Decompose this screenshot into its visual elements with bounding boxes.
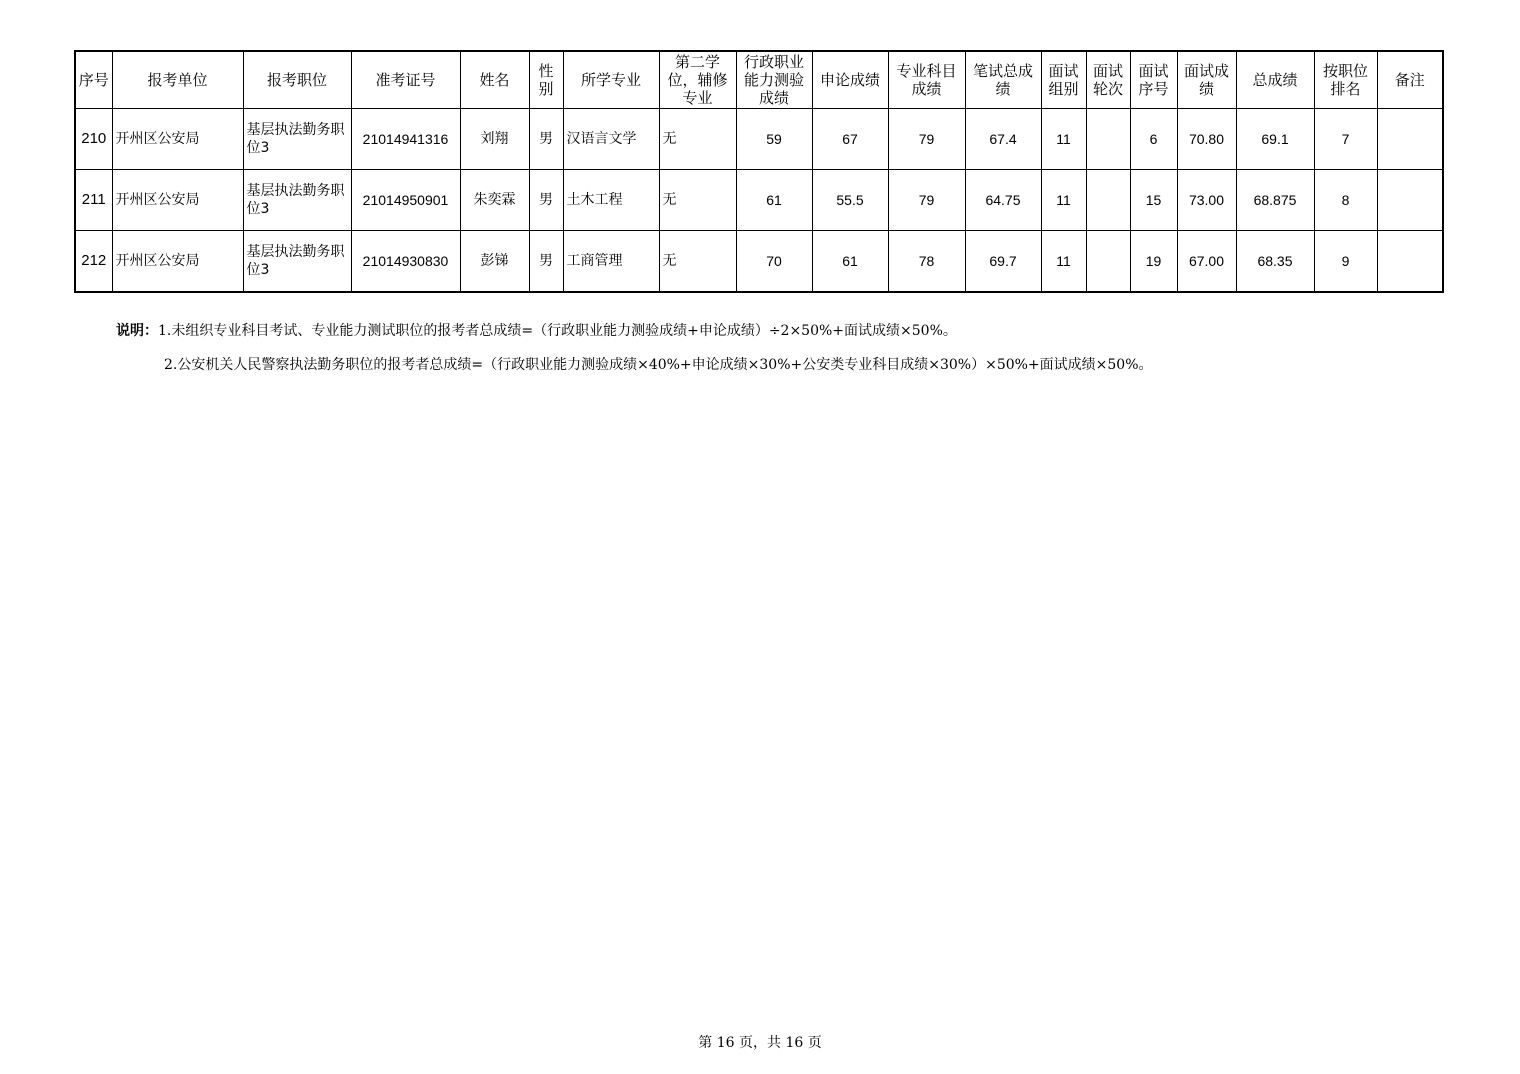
- cell-subject-score: 79: [888, 109, 965, 170]
- note-text-2: 2.公安机关人民警察执法勤务职位的报考者总成绩=（行政职业能力测验成绩×40%+申论成绩×30%+公安类专业科目成绩×30%）×50%+面试成绩×50%。: [164, 357, 1153, 373]
- cell-second-degree: 无: [659, 170, 736, 231]
- cell-interview-score: 67.00: [1177, 231, 1236, 293]
- cell-unit: 开州区公安局: [112, 109, 243, 170]
- cell-unit: 开州区公安局: [112, 231, 243, 293]
- cell-aptitude-score: 70: [736, 231, 812, 293]
- cell-written-total: 67.4: [965, 109, 1041, 170]
- cell-remarks: [1377, 109, 1443, 170]
- cell-seq: 211: [75, 170, 112, 231]
- cell-subject-score: 79: [888, 170, 965, 231]
- cell-written-total: 69.7: [965, 231, 1041, 293]
- header-ticket-number: 准考证号: [351, 51, 460, 109]
- cell-unit: 开州区公安局: [112, 170, 243, 231]
- cell-seq: 212: [75, 231, 112, 293]
- cell-major: 土木工程: [563, 170, 659, 231]
- cell-essay-score: 55.5: [812, 170, 888, 231]
- header-interview-score: 面试成绩: [1177, 51, 1236, 109]
- header-written-total: 笔试总成绩: [965, 51, 1041, 109]
- note-text-1: 1.未组织专业科目考试、专业能力测试职位的报考者总成绩=（行政职业能力测验成绩+申论成绩）÷2×50%+面试成绩×50%。: [158, 323, 957, 339]
- cell-ticket-number: 21014941316: [351, 109, 460, 170]
- header-gender: 性别: [529, 51, 563, 109]
- cell-total-score: 68.875: [1236, 170, 1314, 231]
- cell-interview-group: 11: [1041, 231, 1086, 293]
- cell-interview-round: [1086, 231, 1130, 293]
- cell-name: 朱奕霖: [460, 170, 529, 231]
- table-row: [75, 231, 1443, 293]
- cell-interview-order: 6: [1130, 109, 1177, 170]
- header-rank: 按职位排名: [1314, 51, 1377, 109]
- header-name: 姓名: [460, 51, 529, 109]
- cell-interview-order: 19: [1130, 231, 1177, 293]
- cell-major: 工商管理: [563, 231, 659, 293]
- cell-total-score: 69.1: [1236, 109, 1314, 170]
- cell-gender: 男: [529, 231, 563, 293]
- cell-essay-score: 61: [812, 231, 888, 293]
- cell-interview-order: 15: [1130, 170, 1177, 231]
- header-second-degree: 第二学位，辅修专业: [659, 51, 736, 109]
- cell-aptitude-score: 59: [736, 109, 812, 170]
- cell-name: 彭锑: [460, 231, 529, 293]
- cell-interview-round: [1086, 170, 1130, 231]
- cell-name: 刘翔: [460, 109, 529, 170]
- header-unit: 报考单位: [112, 51, 243, 109]
- cell-written-total: 64.75: [965, 170, 1041, 231]
- cell-seq: 210: [75, 109, 112, 170]
- cell-major: 汉语言文学: [563, 109, 659, 170]
- page-footer: 第 16 页，共 16 页: [698, 1035, 822, 1051]
- note-line-2: [116, 356, 1153, 374]
- table-header: [75, 51, 1443, 109]
- cell-interview-score: 73.00: [1177, 170, 1236, 231]
- header-aptitude-score: 行政职业能力测验成绩: [736, 51, 812, 109]
- cell-rank: 7: [1314, 109, 1377, 170]
- cell-second-degree: 无: [659, 231, 736, 293]
- cell-interview-group: 11: [1041, 170, 1086, 231]
- header-interview-group: 面试组别: [1041, 51, 1086, 109]
- cell-position: 基层执法勤务职位3: [243, 170, 351, 231]
- cell-interview-group: 11: [1041, 109, 1086, 170]
- cell-gender: 男: [529, 109, 563, 170]
- explanation-notes: [116, 322, 1153, 374]
- cell-second-degree: 无: [659, 109, 736, 170]
- header-subject-score: 专业科目成绩: [888, 51, 965, 109]
- cell-interview-round: [1086, 109, 1130, 170]
- table-body: [75, 109, 1443, 293]
- score-table: [74, 50, 1444, 293]
- cell-position: 基层执法勤务职位3: [243, 109, 351, 170]
- cell-interview-score: 70.80: [1177, 109, 1236, 170]
- cell-remarks: [1377, 231, 1443, 293]
- header-seq: 序号: [75, 51, 112, 109]
- table-row: [75, 109, 1443, 170]
- cell-position: 基层执法勤务职位3: [243, 231, 351, 293]
- cell-ticket-number: 21014950901: [351, 170, 460, 231]
- cell-essay-score: 67: [812, 109, 888, 170]
- header-remarks: 备注: [1377, 51, 1443, 109]
- header-interview-order: 面试序号: [1130, 51, 1177, 109]
- header-essay-score: 申论成绩: [812, 51, 888, 109]
- cell-total-score: 68.35: [1236, 231, 1314, 293]
- cell-subject-score: 78: [888, 231, 965, 293]
- header-interview-round: 面试轮次: [1086, 51, 1130, 109]
- cell-rank: 8: [1314, 170, 1377, 231]
- note-prefix: 说明：: [116, 323, 158, 339]
- header-major: 所学专业: [563, 51, 659, 109]
- cell-aptitude-score: 61: [736, 170, 812, 231]
- table-row: [75, 170, 1443, 231]
- header-row: [75, 51, 1443, 109]
- cell-remarks: [1377, 170, 1443, 231]
- cell-rank: 9: [1314, 231, 1377, 293]
- header-position: 报考职位: [243, 51, 351, 109]
- note-line-1: [116, 322, 1153, 340]
- cell-gender: 男: [529, 170, 563, 231]
- cell-ticket-number: 21014930830: [351, 231, 460, 293]
- header-total-score: 总成绩: [1236, 51, 1314, 109]
